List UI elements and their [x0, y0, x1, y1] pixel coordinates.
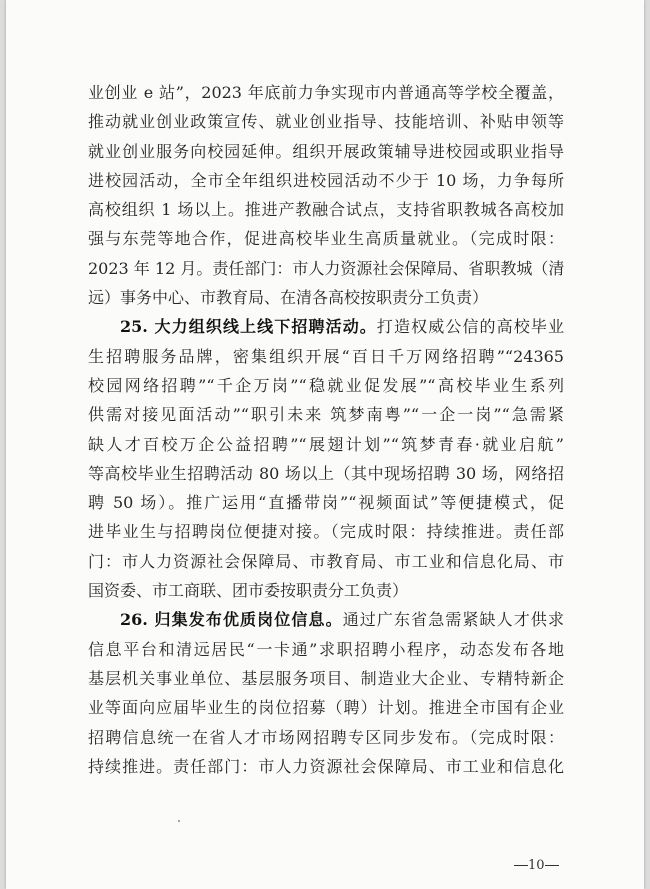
paragraph-line: 业创业 e 站”，2023 年底前力争实现市内普通高等学校全覆盖，: [88, 83, 564, 102]
paragraph-line: 等高校毕业生招聘活动 80 场以上（其中现场招聘 30 场，网络招: [88, 463, 564, 483]
paragraph-line: 业等面向应届毕业生的岗位招募（聘）计划。推进全市国有企业: [88, 698, 564, 718]
page-number: [514, 858, 559, 873]
paragraph-line: 推动就业创业政策宣传、就业创业指导、技能培训、补贴申领等: [88, 112, 564, 132]
paragraph-line: 招聘信息统一在省人才市场网招聘专区同步发布。（完成时限：: [88, 727, 564, 747]
item-25-first-line-text: 打造权威公信的高校毕业: [376, 317, 564, 337]
paragraph-line: 信息平台和清远居民“一卡通”求职招聘小程序，动态发布各地: [88, 639, 564, 659]
item-26-first-line-text: 通过广东省急需紧缺人才供求: [342, 610, 564, 630]
scan-speck: [178, 820, 180, 822]
document-page: [6, 0, 644, 889]
paragraph-line: 门：市人力资源社会保障局、市教育局、市工业和信息化局、市: [88, 551, 564, 571]
paragraph-line: 强与东莞等地合作，促进高校毕业生高质量就业。（完成时限：: [88, 229, 564, 249]
item-26-heading: 26. 归集发布优质岗位信息。: [120, 610, 343, 630]
paragraph-line: 持续推进。责任部门：市人力资源社会保障局、市工业和信息化: [88, 756, 564, 776]
document-body: [88, 78, 564, 781]
paragraph-line: 国资委、市工商联、团市委按职责分工负责）: [88, 581, 409, 601]
paragraph-line: 基层机关事业单位、基层服务项目、制造业大企业、专精特新企: [88, 668, 564, 688]
page-number-value: 10: [528, 858, 545, 873]
paragraph-line: 远）事务中心、市教育局、在清各高校按职责分工负责）: [88, 288, 489, 308]
paragraph-line: 进毕业生与招聘岗位便捷对接。（完成时限：持续推进。责任部: [88, 522, 564, 542]
item-25-first-line: [88, 312, 564, 341]
paragraph-line: 进校园活动，全市全年组织进校园活动不少于 10 场，力争每所: [88, 170, 564, 190]
item-26-first-line: [88, 605, 564, 634]
item-25-heading: 25. 大力组织线上线下招聘活动。: [120, 317, 377, 337]
paragraph-line: 2023 年 12 月。责任部门：市人力资源社会保障局、省职教城（清: [88, 258, 564, 278]
paragraph-line: 缺人才百校万企公益招聘”“展翅计划”“筑梦青春·就业启航”: [88, 434, 564, 454]
page-number-dash-left: [514, 865, 528, 866]
paragraph-line: 供需对接见面活动”“职引未来 筑梦南粤”“一企一岗”“急需紧: [88, 405, 564, 425]
page-number-dash-right: [545, 865, 559, 866]
paragraph-line: 校园网络招聘”“千企万岗”“稳就业促发展”“高校毕业生系列: [88, 375, 564, 395]
paragraph-line: 就业创业服务向校园延伸。组织开展政策辅导进校园或职业指导: [88, 141, 564, 161]
paragraph-line: 生招聘服务品牌，密集组织开展“百日千万网络招聘”“24365: [88, 346, 564, 366]
paragraph-line: 高校组织 1 场以上。推进产教融合试点，支持省职教城各高校加: [88, 200, 564, 220]
paragraph-line: 聘 50 场）。推广运用“直播带岗”“视频面试”等便捷模式，促: [88, 493, 564, 513]
